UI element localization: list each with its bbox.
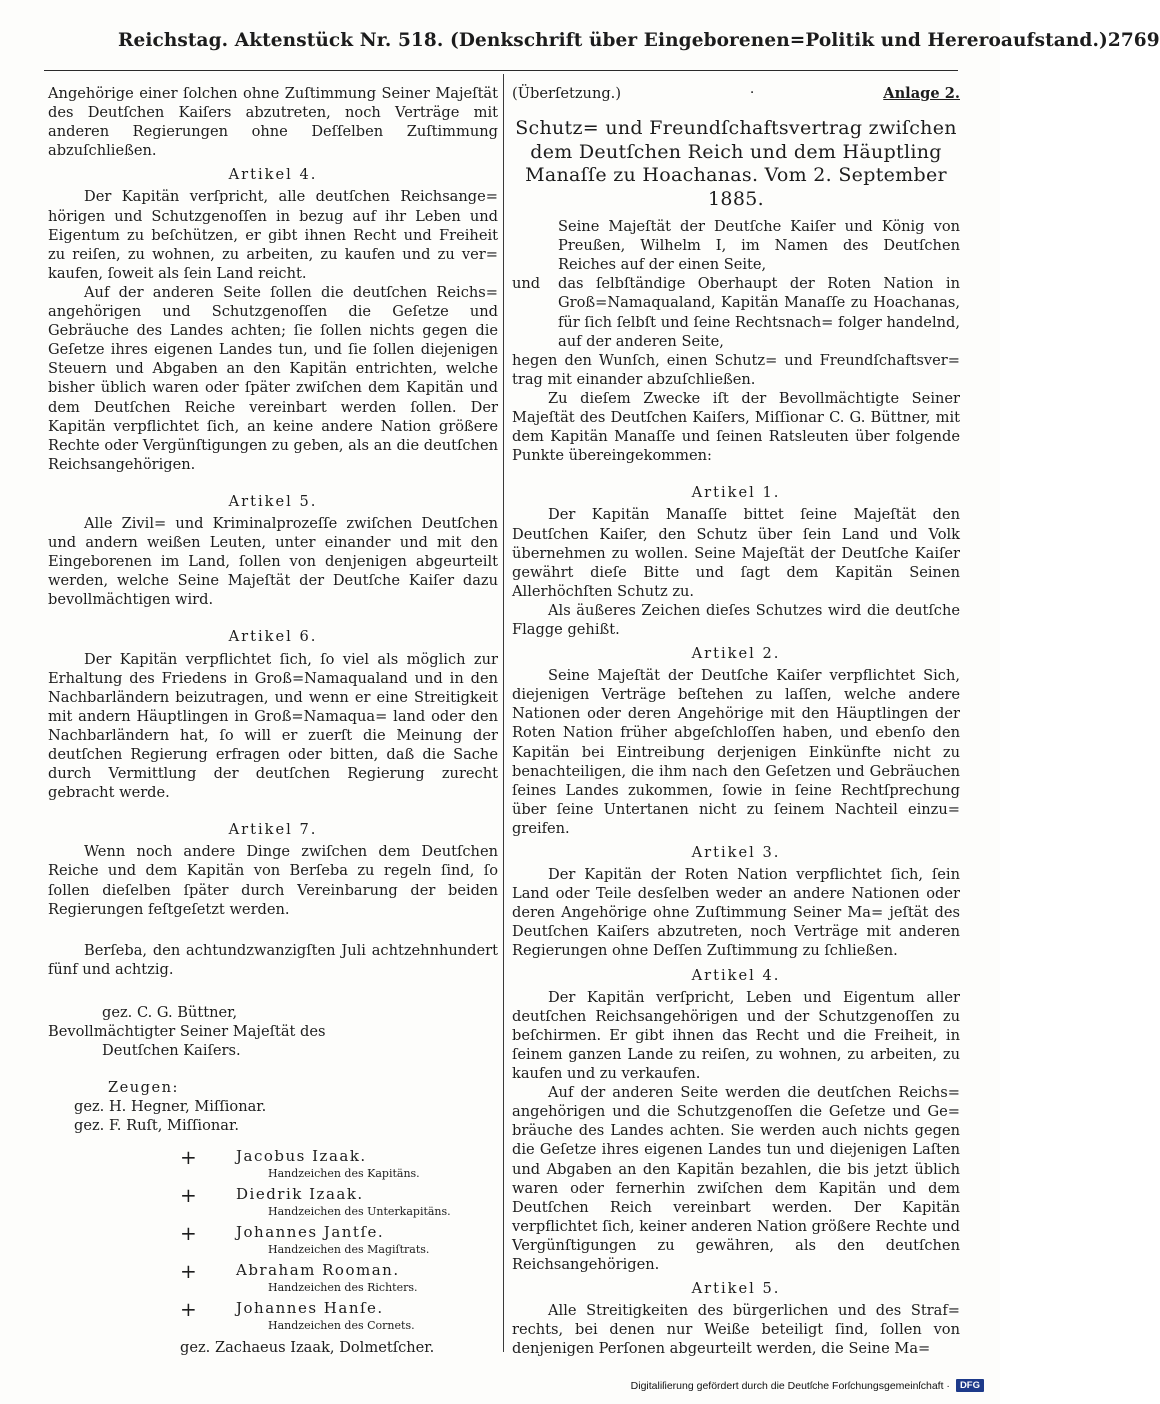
paragraph: Der Kapitän der Roten Nation verpflichtet ſich, ſein Land oder Teile desſelben weder an andere Nationen oder deren Angehörige ohne Zuſtimmung Seiner Ma= jeſtät des Deutſchen Kaiſers abzutreten, noch Verträge mit anderen Regierungen ohne Deſſen Zuſtimmung zu ſchließen.: [512, 866, 960, 960]
hand-mark: [48, 1146, 498, 1180]
mark-name: Diedrik Izaak.: [236, 1184, 364, 1203]
cross-mark: +: [180, 1144, 197, 1169]
mark-caption: Handzeichen des Richters.: [268, 1280, 418, 1294]
mark-name: Johannes Jantſe.: [236, 1222, 385, 1241]
witnesses-heading: Zeugen:: [108, 1079, 179, 1097]
hand-mark: [48, 1298, 498, 1332]
article-heading: Artikel 3.: [691, 844, 781, 861]
paragraph: Als äußeres Zeichen dieſes Schutzes wird die deutſche Flagge gehißt.: [512, 601, 960, 638]
witness: gez. H. Hegner, Miſſionar.: [74, 1098, 267, 1116]
mark-caption: Handzeichen des Kapitäns.: [268, 1166, 420, 1180]
signature-block: [48, 1003, 498, 1060]
interpreter-signature: gez. Zachaeus Izaak, Dolmetſcher.: [180, 1338, 435, 1356]
signature-line: Bevollmächtigter Seiner Majeſtät des: [48, 1023, 326, 1041]
paragraph: Seine Majeſtät der Deutſche Kaiſer verpflichtet Sich, diejenigen Verträge beſtehen zu laſſen, welche andere Nationen oder deren Angehörige mit den Häuptlingen der Roten Nation früher abgeſchloſſen haben, und ebenſo den Kapitän bei Eintreibung derjenigen Einkünfte nicht zu benachteiligen, die ihm nach den Geſetzen und Gebräuchen ſeines Landes zukommen, ſowie in ſeine Rechtſprechung über ſeine Untertanen nicht zu ſeinem Nachteil einzu= greifen.: [512, 667, 960, 837]
paragraph: Zu dieſem Zwecke iſt der Bevollmächtigte Seiner Majeſtät des Deutſchen Kaiſers, Miſſionar C. G. Büttner, mit dem Kapitän Manaſſe und ſeinen Ratsleuten über folgende Punkte übereingekommen:: [512, 389, 960, 465]
dot-mark: ·: [749, 85, 755, 101]
party-clause: Seine Majeſtät der Deutſche Kaiſer und König von Preußen, Wilhelm I, im Namen des Deutſchen Reiches auf der einen Seite,: [558, 218, 960, 274]
paragraph: Alle Zivil= und Kriminalprozeſſe zwiſchen Deutſchen und andern weißen Leuten, unter einander und mit den Eingeborenen im Land, ſollen von denjenigen abgeurteilt werden, welche Seine Majeſtät der Deutſche Kaiſer dazu bevollmächtigen wird.: [48, 514, 498, 609]
column-divider: [503, 74, 504, 1352]
paragraph: Angehörige einer ſolchen ohne Zuſtimmung Seiner Majeſtät des Deutſchen Kaiſers abzutreten, noch Verträge mit anderen Regierungen ohne Deſſelben Zuſtimmung abzuſchließen.: [48, 85, 498, 160]
translation-note: (Überſetzung.): [512, 85, 622, 102]
mark-caption: Handzeichen des Cornets.: [268, 1318, 415, 1332]
digitization-footer: [631, 1379, 984, 1392]
paragraph: Der Kapitän verſpricht, Leben und Eigentum aller deutſchen Reichsangehörigen und der Schutzgenoſſen zu beſchirmen. Er gibt ihnen das Recht und die Freiheit, in ſeinem ganzen Lande zu reiſen, zu wohnen, zu arbeiten, zu kaufen und zu verkaufen.: [512, 988, 960, 1083]
paragraph: Auf der anderen Seite werden die deutſchen Reichs= angehörigen und die Schutzgenoſſen die Geſetze und Ge= bräuche des Landes achten. Sie werden auch nichts gegen die Geſetze ihres eigenen Landes tun und diejenigen Laſten und Abgaben an den Kapitän bezahlen, die bis jetzt üblich waren oder fernerhin zwiſchen dem Kapitän und dem Deutſchen Reich vereinbart werden. Der Kapitän verpflichtet ſich, keiner anderen Nation größere Rechte und Vergünſtigungen zu gewähren, als den deutſchen Reichsangehörigen.: [512, 1084, 960, 1273]
paragraph: Der Kapitän verpflichtet ſich, ſo viel als möglich zur Erhaltung des Friedens in Groß=Namaqualand und in den Nachbarländern beizutragen, und wenn er eine Streitigkeit mit andern Häuptlingen in Groß=Namaqua= land oder den Nachbarländern hat, ſo will er zuerſt die Meinung der deutſchen Regierung erfragen oder bitten, daß die Sache durch Vermittlung der deutſchen Regierung zurecht gebracht werde.: [48, 650, 498, 802]
page-number: 2769: [1107, 30, 1160, 51]
paragraph: Der Kapitän Manaſſe bittet ſeine Majeſtät den Deutſchen Kaiſer, den Schutz über ſein Land und Volk übernehmen zu wollen. Seine Majeſtät der Deutſche Kaiſer gewährt dieſe Bitte und ſagt dem Kapitän Seinen Allerhöchſten Schutz zu.: [512, 506, 960, 600]
paragraph: hegen den Wunſch, einen Schutz= und Freundſchaftsver= trag mit einander abzuſchließen.: [512, 351, 960, 388]
paragraph: das ſelbſtändige Oberhaupt der Roten Nation in Groß=Namaqualand, Kapitän Manaſſe zu Hoachanas, für ſich ſelbſt und ſeine Rechtsnach= folger handelnd, auf der anderen Seite,: [558, 275, 960, 350]
mark-caption: Handzeichen des Magiſtrats.: [268, 1242, 430, 1256]
mark-caption: Handzeichen des Unterkapitäns.: [268, 1204, 451, 1218]
article-heading: Artikel 4.: [691, 966, 781, 984]
treaty-title: Schutz= und Freundſchaftsvertrag zwiſchen dem Deutſchen Reich und dem Häuptling Manaſſe zu Hoachanas. Vom 2. September 1885.: [515, 117, 957, 210]
hand-mark: [48, 1260, 498, 1294]
cross-mark: +: [180, 1182, 197, 1207]
annex-header: [512, 84, 960, 103]
paragraph: Wenn noch andere Dinge zwiſchen dem Deutſchen Reiche und dem Kapitän von Berſeba zu regeln ſind, ſo ſollen dieſelben ſpäter durch Vereinbarung der beiden Regierungen feſtgeſetzt werden.: [48, 843, 498, 918]
hand-mark: [48, 1184, 498, 1218]
paragraph: Auf der anderen Seite ſollen die deutſchen Reichs= angehörigen und Schutzgenoſſen die Geſetze und Gebräuche des Landes achten; ſie ſollen nichts gegen die Geſetze ihres eigenen Landes tun, und ſie ſollen diejenigen Steuern und Abgaben an den Kapitän entrichten, welche bisher üblich waren oder ſpäter zwiſchen dem Kapitän und dem Deutſchen Reiche vereinbart werden ſollen. Der Kapitän verpflichtet ſich, an keine andere Nation größere Rechte oder Vergünſtigungen zu geben, als an die deutſchen Reichsangehörigen.: [48, 283, 498, 473]
right-column: [512, 84, 960, 1358]
mark-name: Jacobus Izaak.: [236, 1146, 367, 1165]
cross-mark: +: [180, 1296, 197, 1321]
signature-line: gez. C. G. Büttner,: [102, 1003, 238, 1021]
hand-marks: [48, 1146, 498, 1332]
header-rule: [44, 70, 958, 71]
footer-text: Digitaliſierung gefördert durch die Deutſche Forſchungsgemeinſchaft ·: [630, 1379, 950, 1392]
article-heading: Artikel 5.: [228, 492, 318, 510]
place-date: Berſeba, den achtundzwanzigſten Juli achtzehnhundert fünf und achtzig.: [48, 941, 498, 978]
cross-mark: +: [180, 1220, 197, 1245]
annex-label: Anlage 2.: [883, 85, 960, 102]
signature-line: Deutſchen Kaiſers.: [102, 1042, 241, 1060]
article-heading: Artikel 5.: [691, 1280, 781, 1298]
article-heading: Artikel 2.: [691, 645, 781, 663]
dfg-logo: DFG: [956, 1379, 984, 1392]
paragraph: Der Kapitän verſpricht, alle deutſchen Reichsange= hörigen und Schutzgenoſſen in bezug auf ihr Leben und Eigentum zu beſchützen, er gibt ihnen Recht und Freiheit zu reiſen, zu wohnen, zu arbeiten, zu kaufen und zu ver= kaufen, ſoweit als ſein Land reicht.: [48, 188, 498, 282]
paragraph: Alle Streitigkeiten des bürgerlichen und des Straf= rechts, bei denen nur Weiße beteiligt ſind, ſollen von denjenigen Perſonen abgeurteilt werden, die Seine Ma=: [512, 1302, 960, 1358]
running-title: Reichstag. Aktenstück Nr. 518. (Denkschrift über Eingeborenen=Politik und Hereroaufstand.): [118, 30, 1108, 51]
article-heading: Artikel 7.: [228, 821, 318, 839]
witness: gez. F. Ruſt, Miſſionar.: [74, 1117, 239, 1135]
mark-name: Abraham Rooman.: [236, 1260, 400, 1279]
mark-name: Johannes Hanſe.: [236, 1298, 384, 1317]
article-heading: Artikel 6.: [228, 628, 318, 646]
left-column: [48, 84, 498, 1357]
hand-mark: [48, 1222, 498, 1256]
cross-mark: +: [180, 1258, 197, 1283]
party-clause: [512, 274, 960, 350]
article-heading: Artikel 4.: [228, 166, 318, 184]
article-heading: Artikel 1.: [691, 484, 781, 502]
page-header: [118, 30, 1160, 64]
conjunction: und: [512, 275, 541, 293]
